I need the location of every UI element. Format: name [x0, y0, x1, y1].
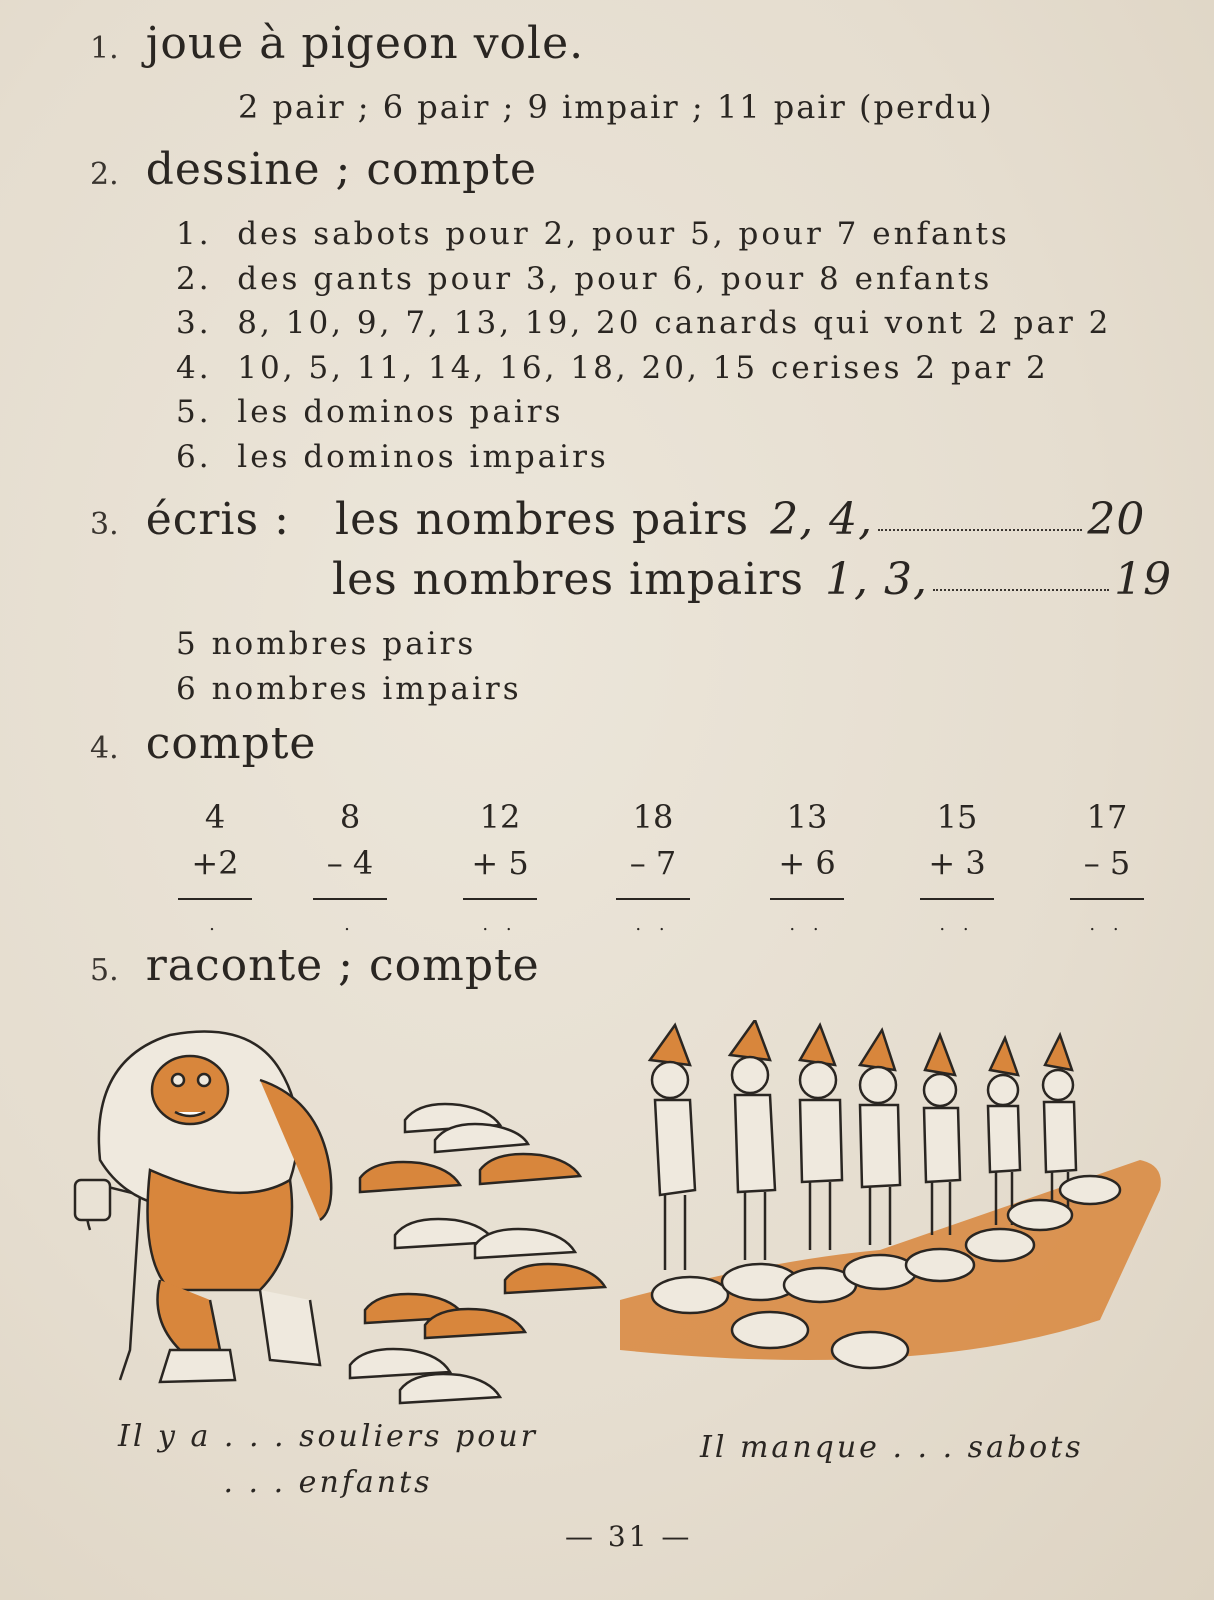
odd-numbers-end: 19 [1114, 554, 1173, 605]
exercise-3-line2 [332, 554, 1172, 605]
exercise-1-title: joue à pigeon vole. [145, 18, 585, 69]
odd-numbers-leader [933, 589, 1109, 591]
exercise-4-heading [90, 718, 316, 769]
even-numbers-end: 20 [1087, 494, 1146, 545]
odd-numbers-start: 1, 3, [825, 554, 928, 605]
sum-column: 4 +2 . [170, 794, 260, 886]
sum-column: 12 + 5 . . [455, 794, 545, 886]
exercise-2-heading [90, 144, 537, 195]
sum-column: 15 + 3 . . [912, 794, 1002, 886]
sum-column: 8 – 4 . [305, 794, 395, 886]
exercise-3-title: écris : [145, 494, 290, 545]
santa-shoes-illustration [60, 1020, 620, 1410]
exercise-2-number: 2. [90, 157, 119, 192]
list-item: 2. des gants pour 3, pour 6, pour 8 enfants [176, 260, 993, 297]
exercise-2-list [176, 212, 1111, 479]
exercise-3-list [176, 622, 522, 712]
list-item: 4. 10, 5, 11, 14, 16, 18, 20, 15 cerises 2 par 2 [176, 349, 1049, 386]
exercise-2-title: dessine ; compte [145, 144, 538, 195]
exercise-5-number: 5. [90, 953, 119, 988]
list-item: 3. 8, 10, 9, 7, 13, 19, 20 canards qui vont 2 par 2 [176, 305, 1112, 341]
sum-column: 18 – 7 . . [608, 794, 698, 886]
list-item: 6. les dominos impairs [176, 438, 609, 475]
gnomes-sabots-illustration [620, 1020, 1190, 1400]
list-item: 5 nombres pairs [176, 626, 477, 662]
exercise-4-title: compte [145, 718, 317, 769]
exercise-1-line: 2 pair ; 6 pair ; 9 impair ; 11 pair (perdu) [238, 88, 994, 126]
list-item: 5. les dominos pairs [176, 394, 564, 430]
even-numbers-leader [878, 529, 1082, 531]
page-number: — 31 — [565, 1520, 693, 1553]
even-numbers-start: 2, 4, [770, 494, 874, 545]
odd-numbers-label: les nombres impairs [332, 554, 804, 605]
caption-left [108, 1414, 548, 1506]
exercise-3-number: 3. [90, 507, 119, 542]
caption-right: Il manque . . . sabots [700, 1430, 1084, 1465]
exercise-5-heading [90, 940, 540, 991]
exercise-3-heading [90, 494, 1145, 545]
exercise-5-title: raconte ; compte [145, 940, 540, 991]
list-item: 6 nombres impairs [176, 671, 522, 707]
exercise-1-number: 1. [90, 31, 119, 66]
exercise-1-heading [90, 18, 584, 69]
list-item: 1. des sabots pour 2, pour 5, pour 7 enfants [176, 216, 1010, 252]
caption-left-line-1: Il y a . . . souliers pour [117, 1419, 539, 1454]
even-numbers-label: les nombres pairs [335, 494, 750, 545]
sum-column: 13 + 6 . . [762, 794, 852, 886]
caption-left-line-2: . . . enfants [223, 1465, 433, 1500]
exercise-4-number: 4. [90, 731, 119, 766]
sum-column: 17 – 5 . . [1062, 794, 1152, 886]
